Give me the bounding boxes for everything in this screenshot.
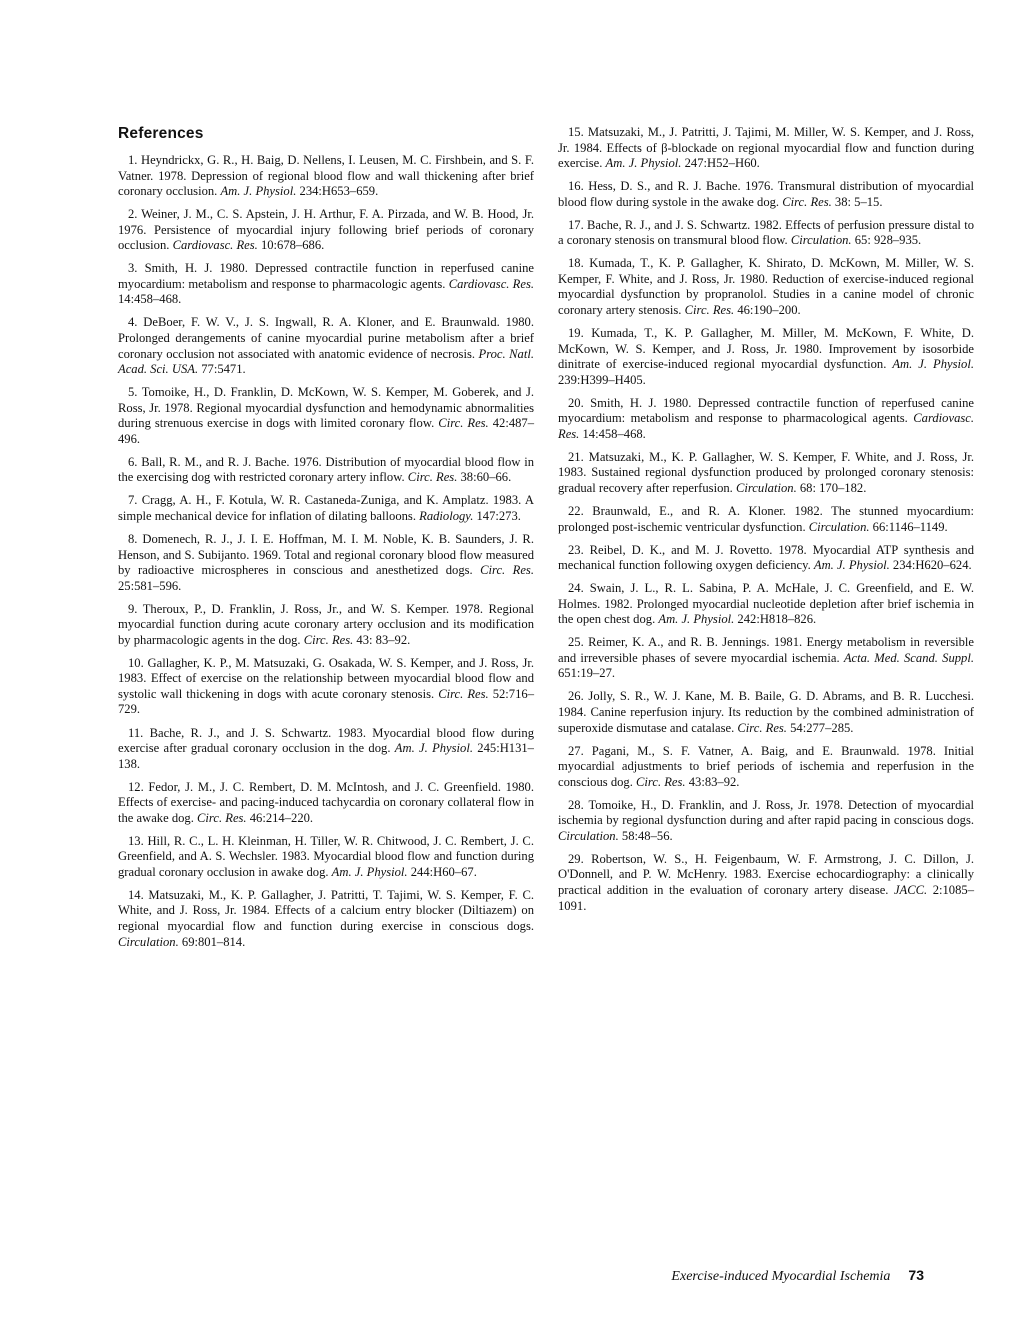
reference-item: 6. Ball, R. M., and R. J. Bache. 1976. Distribution of myocardial blood flow in the exercising dog with restricted coronary artery inflow. Circ. Res. 38:60–66. <box>118 454 534 485</box>
running-title: Exercise-induced Myocardial Ischemia <box>671 1269 891 1284</box>
reference-item: 15. Matsuzaki, M., J. Patritti, J. Tajimi, M. Miller, W. S. Kemper, and J. Ross, Jr. 1984. Effects of β-blockade on regional myocardial flow and function during exercise. Am. J. Physiol. 247:H52–H60. <box>558 125 974 171</box>
reference-item: 13. Hill, R. C., L. H. Kleinman, H. Tiller, W. R. Chitwood, J. C. Rembert, J. C. Greenfield, and A. S. Wechsler. 1983. Myocardial blood flow and function during gradual coronary occlusion in awake dog. Am. J. Physiol. 244:H60–67. <box>118 833 534 879</box>
reference-item: 27. Pagani, M., S. F. Vatner, A. Baig, and E. Braunwald. 1978. Initial myocardial adjustments to brief periods of ischemia and reperfusion in the conscious dog. Circ. Res. 43:83–92. <box>558 743 974 789</box>
reference-item: 17. Bache, R. J., and J. S. Schwartz. 1982. Effects of perfusion pressure distal to a coronary stenosis on transmural blood flow. Circulation. 65: 928–935. <box>558 217 974 248</box>
page-footer <box>671 1267 924 1285</box>
references-heading: References <box>118 125 204 142</box>
reference-item: 14. Matsuzaki, M., K. P. Gallagher, J. Patritti, T. Tajimi, W. S. Kemper, F. C. White, and J. Ross, Jr. 1984. Effects of a calcium entry blocker (Diltiazem) on regional myocardial flow and function during exercise in conscious dogs. Circulation. 69:801–814. <box>118 887 534 949</box>
references-column-right <box>558 125 974 922</box>
reference-item: 26. Jolly, S. R., W. J. Kane, M. B. Baile, G. D. Abrams, and B. R. Lucchesi. 1984. Canine reperfusion injury. Its reduction by the combined administration of superoxide dismutase and catalase. Circ. Res. 54:277–285. <box>558 689 974 735</box>
reference-item: 9. Theroux, P., D. Franklin, J. Ross, Jr., and W. S. Kemper. 1978. Regional myocardial function during acute coronary artery occlusion and its modification by pharmacologic agents in the dog. Circ. Res. 43: 83–92. <box>118 601 534 647</box>
reference-item: 19. Kumada, T., K. P. Gallagher, M. Miller, M. McKown, F. White, D. McKown, W. S. Kemper, and J. Ross, Jr. 1980. Improvement by isosorbide dinitrate of exercise-induced regional myocardial dysfunction. Am. J. Physiol. 239:H399–H405. <box>558 326 974 387</box>
reference-item: 10. Gallagher, K. P., M. Matsuzaki, G. Osakada, W. S. Kemper, and J. Ross, Jr. 1983. Effect of exercise on the relationship between myocardial blood flow and systolic wall thickening in dogs with acute coronary stenosis. Circ. Res. 52:716–729. <box>118 655 534 717</box>
page-number: 73 <box>908 1267 924 1283</box>
reference-item: 11. Bache, R. J., and J. S. Schwartz. 1983. Myocardial blood flow during exercise after gradual coronary occlusion in the dog. Am. J. Physiol. 245:H131–138. <box>118 725 534 771</box>
reference-item: 25. Reimer, K. A., and R. B. Jennings. 1981. Energy metabolism in reversible and irreversible phases of severe myocardial ischemia. Acta. Med. Scand. Suppl. 651:19–27. <box>558 635 974 681</box>
reference-item: 23. Reibel, D. K., and M. J. Rovetto. 1978. Myocardial ATP synthesis and mechanical function following oxygen deficiency. Am. J. Physiol. 234:H620–624. <box>558 542 974 573</box>
reference-item: 28. Tomoike, H., D. Franklin, and J. Ross, Jr. 1978. Detection of myocardial ischemia by regional dysfunction during and after rapid pacing in conscious dogs. Circulation. 58:48–56. <box>558 797 974 843</box>
reference-item: 4. DeBoer, F. W. V., J. S. Ingwall, R. A. Kloner, and E. Braunwald. 1980. Prolonged derangements of canine myocardial purine metabolism after a brief coronary occlusion not associated with anatomic evidence of necrosis. Proc. Natl. Acad. Sci. USA. 77:5471. <box>118 315 534 377</box>
reference-item: 16. Hess, D. S., and R. J. Bache. 1976. Transmural distribution of myocardial blood flow during systole in the awake dog. Circ. Res. 38: 5–15. <box>558 179 974 209</box>
reference-item: 24. Swain, J. L., R. L. Sabina, P. A. McHale, J. C. Greenfield, and E. W. Holmes. 1982. Prolonged myocardial nucleotide depletion after brief ischemia in the open chest dog. Am. J. Physiol. 242:H818–826. <box>558 581 974 627</box>
reference-item: 3. Smith, H. J. 1980. Depressed contractile function in reperfused canine myocardium: metabolism and response to pharmacologic agents. Cardiovasc. Res. 14:458–468. <box>118 261 534 307</box>
reference-item: 8. Domenech, R. J., J. I. E. Hoffman, M. I. M. Noble, K. B. Saunders, J. R. Henson, and S. Subijanto. 1969. Total and regional coronary blood flow measured by radioactive microspheres in conscious and anesthetized dogs. Circ. Res. 25:581–596. <box>118 531 534 593</box>
reference-item: 12. Fedor, J. M., J. C. Rembert, D. M. McIntosh, and J. C. Greenfield. 1980. Effects of exercise- and pacing-induced tachycardia on coronary collateral flow in the awake dog. Circ. Res. 46:214–220. <box>118 779 534 825</box>
reference-item: 7. Cragg, A. H., F. Kotula, W. R. Castaneda-Zuniga, and K. Amplatz. 1983. A simple mechanical device for inflation of dilating balloons. Radiology. 147:273. <box>118 493 534 523</box>
reference-item: 2. Weiner, J. M., C. S. Apstein, J. H. Arthur, F. A. Pirzada, and W. B. Hood, Jr. 1976. Persistence of myocardial injury following brief periods of coronary occlusion. Cardiovasc. Res. 10:678–686. <box>118 207 534 253</box>
reference-item: 29. Robertson, W. S., H. Feigenbaum, W. F. Armstrong, J. C. Dillon, J. O'Donnell, and P. W. McHenry. 1983. Exercise echocardiography: a clinically practical addition in the evaluation of coronary artery disease. JACC. 2:1085–1091. <box>558 851 974 913</box>
references-column-left <box>118 153 534 958</box>
reference-item: 21. Matsuzaki, M., K. P. Gallagher, W. S. Kemper, F. White, and J. Ross, Jr. 1983. Sustained regional dysfunction produced by prolonged coronary stenosis: gradual recovery after reperfusion. Circulation. 68: 170–182. <box>558 449 974 495</box>
reference-item: 18. Kumada, T., K. P. Gallagher, K. Shirato, D. McKown, M. Miller, W. S. Kemper, F. White, and J. Ross, Jr. 1980. Reduction of exercise-induced regional myocardial dysfunction by propranolol. Studies in a canine model of chronic coronary artery stenosis. Circ. Res. 46:190–200. <box>558 256 974 317</box>
reference-item: 5. Tomoike, H., D. Franklin, D. McKown, W. S. Kemper, M. Goberek, and J. Ross, Jr. 1978. Regional myocardial dysfunction and hemodynamic abnormalities during strenuous exercise in dogs with limited coronary flow. Circ. Res. 42:487–496. <box>118 385 535 446</box>
reference-item: 1. Heyndrickx, G. R., H. Baig, D. Nellens, I. Leusen, M. C. Firshbein, and S. F. Vatner. 1978. Depression of regional blood flow and wall thickening after brief coronary occlusion. Am. J. Physiol. 234:H653–659. <box>118 153 534 199</box>
reference-item: 22. Braunwald, E., and R. A. Kloner. 1982. The stunned myocardium: prolonged post-ischemic ventricular dysfunction. Circulation. 66:1146–1149. <box>558 503 974 534</box>
reference-item: 20. Smith, H. J. 1980. Depressed contractile function of reperfused canine myocardium: metabolism and response to pharmacological agents. Cardiovasc. Res. 14:458–468. <box>558 395 974 441</box>
